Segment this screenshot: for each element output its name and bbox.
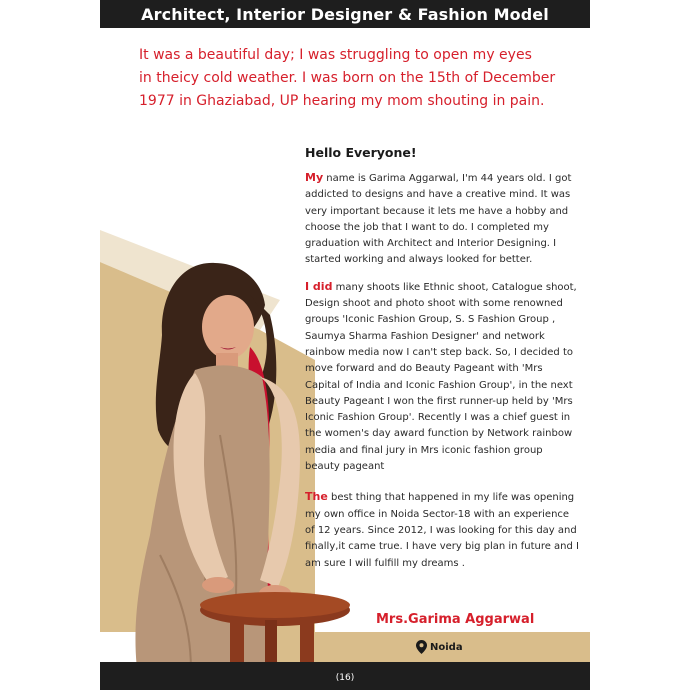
page-title: Architect, Interior Designer & Fashion Model: [141, 4, 549, 24]
paragraph: [305, 170, 580, 269]
footer-bar: [100, 662, 590, 690]
left-hand: [202, 577, 234, 593]
page-number: (16): [335, 673, 355, 683]
stool-seat-top: [200, 592, 350, 618]
location-tag: [416, 640, 463, 654]
intro-quote: [139, 44, 579, 113]
paragraph-text: name is Garima Aggarwal, I'm 44 years old. I got addicted to designs and have a creative mind. It was very important because it lets me have a hobby and choose the job that I want to do. I completed my graduation with Architect and Interior Designing. I started working and always looked for better.: [305, 173, 572, 266]
article-body: [305, 145, 580, 582]
magazine-page: [100, 0, 590, 690]
paragraph-lead: The: [305, 490, 328, 504]
location-label: Noida: [430, 641, 463, 653]
intro-line: 1977 in Ghaziabad, UP hearing my mom shouting in pain.: [139, 93, 545, 109]
intro-line: It was a beautiful day; I was struggling to open my eyes: [139, 47, 532, 63]
intro-line: in theicy cold weather. I was born on the 15th of December: [139, 70, 556, 86]
greeting-heading: Hello Everyone!: [305, 145, 417, 160]
page-title-bar: [100, 0, 590, 28]
paragraph-lead: I did: [305, 279, 333, 293]
paragraph: [305, 279, 580, 476]
paragraph-lead: My: [305, 171, 324, 184]
paragraph-text: many shoots like Ethnic shoot, Catalogue shoot, Design shoot and photo shoot with some renowned groups 'Iconic Fashion Group, S. S Fashion Group , Saumya Sharma Fashion Designer' and network rainbow media now I can't step back. So, I decided to move forward and do Beauty Pageant with 'Mrs Capital of India and Iconic Fashion Group', in the next Beauty Pageant I won the first runner-up held by 'Mrs Iconic Fashion Group'. Recently I was a chief guest in the women's day award function by Network rainbow media and final jury in Mrs iconic fashion group beauty pageant: [305, 281, 577, 473]
paragraph-text: best thing that happened in my life was opening my own office in Noida Sector-18 with an experience of 12 years. Since 2012, I was looking for this day and finally,it came true. I have very big plan in future and I am sure I will fulfill my dreams .: [305, 492, 579, 569]
author-signature: Mrs.Garima Aggarwal: [376, 612, 535, 627]
location-pin-icon: [416, 640, 427, 654]
paragraph: [305, 489, 580, 571]
